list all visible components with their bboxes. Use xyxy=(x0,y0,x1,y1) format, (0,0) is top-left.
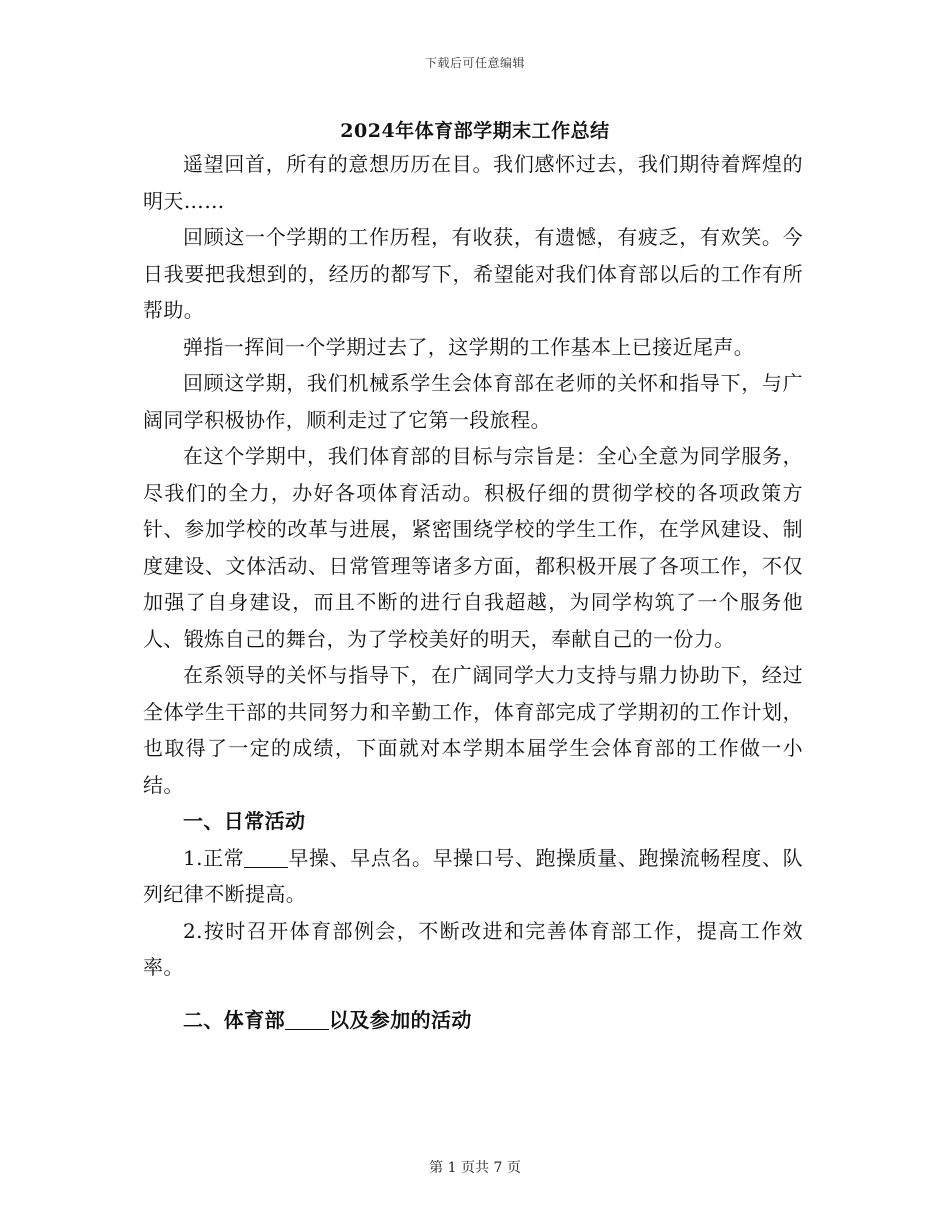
section-heading-daily-activities: 一、日常活动 xyxy=(183,809,306,833)
blank-underline xyxy=(244,847,288,868)
paragraph-4: 回顾这学期，我们机械系学生会体育部在老师的关怀和指导下，与广阔同学积极协作，顺利走过了它第一段旅程。 xyxy=(143,371,803,432)
footer-suffix: 页 xyxy=(506,1160,521,1176)
list-item-1-before: 1.正常 xyxy=(183,845,245,870)
document-title: 2024年体育部学期末工作总结 xyxy=(340,120,610,142)
paragraph-5: 在这个学期中，我们体育部的目标与宗旨是：全心全意为同学服务，尽我们的全力，办好各项体育活动。积极仔细的贯彻学校的各项政策方针、参加学校的改革与进展，紧密围绕学校的学生工作，在学风建设、制度建设、文体活动、日常管理等诸多方面，都积极开展了各项工作，不仅加强了自身建设，而且不断的进行自我超越，为同学构筑了一个服务他人、锻炼自己的舞台，为了学校美好的明天，奉献自己的一份力。 xyxy=(143,444,803,651)
paragraph-3: 弹指一挥间一个学期过去了，这学期的工作基本上已接近尾声。 xyxy=(183,334,755,359)
section-heading-2-before: 二、体育部 xyxy=(183,1007,285,1032)
footer-middle: 页共 xyxy=(461,1160,489,1176)
list-item-1 xyxy=(143,840,803,913)
page-footer xyxy=(0,1157,950,1177)
blank-underline xyxy=(285,1009,329,1030)
footer-prefix: 第 xyxy=(429,1160,444,1176)
section-heading-2-after: 以及参加的活动 xyxy=(329,1007,472,1032)
footer-page-number: 1 xyxy=(447,1160,457,1176)
paragraph-6: 在系领导的关怀与指导下，在广阔同学大力支持与鼎力协助下，经过全体学生干部的共同努力和辛勤工作，体育部完成了学期初的工作计划，也取得了一定的成绩，下面就对本学期本届学生会体育部的工作做一小结。 xyxy=(143,663,803,797)
list-item-1-after: 早操、早点名。早操口号、跑操质量、跑操流畅程度、队列纪律不断提高。 xyxy=(143,845,804,906)
document-body xyxy=(143,146,803,1038)
paragraph-1: 遥望回首，所有的意想历历在目。我们感怀过去，我们期待着辉煌的明天…… xyxy=(143,152,803,213)
footer-total-pages: 7 xyxy=(493,1160,503,1176)
paragraph-2: 回顾这一个学期的工作历程，有收获，有遗憾，有疲乏，有欢笑。今日我要把我想到的，经历的都写下，希望能对我们体育部以后的工作有所帮助。 xyxy=(143,225,803,322)
header-note: 下载后可任意编辑 xyxy=(424,56,525,70)
section-heading-activities xyxy=(143,1002,803,1039)
list-item-2: 2.按时召开体育部例会，不断改进和完善体育部工作，提高工作效率。 xyxy=(143,918,803,979)
